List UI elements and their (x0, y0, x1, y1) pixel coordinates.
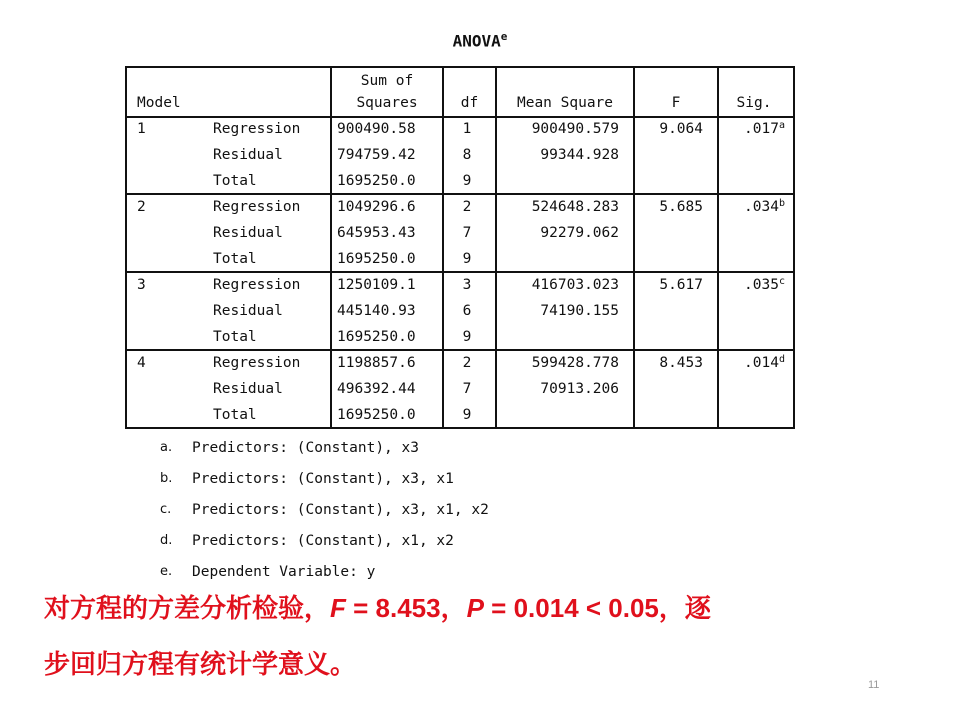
conclusion-line-2: 步回归方程有统计学意义。 (44, 649, 357, 679)
sum-of-squares-cell: 794759.42 (337, 147, 416, 163)
sig-footnote-marker: a (778, 120, 785, 131)
row-label: Total (213, 329, 257, 345)
table-title-text: ANOVA (452, 31, 501, 51)
header-divider (127, 116, 793, 118)
header-sig: Sig. (736, 95, 772, 111)
sig-footnote-marker: c (778, 276, 785, 287)
footnote-text: Predictors: (Constant), x3 (192, 440, 419, 456)
mean-square-cell: 92279.062 (540, 225, 619, 241)
mean-square-cell: 599428.778 (531, 355, 619, 371)
sum-of-squares-cell: 1695250.0 (337, 407, 416, 423)
sig-value: .014 (744, 355, 779, 371)
row-label: Residual (213, 381, 283, 397)
df-cell: 1 (462, 121, 472, 137)
model-divider-2 (127, 271, 793, 273)
df-cell: 9 (462, 251, 472, 267)
df-cell: 6 (462, 303, 472, 319)
p-symbol: P (466, 593, 484, 623)
sum-of-squares-cell: 1695250.0 (337, 173, 416, 189)
footnote-label: e. (160, 564, 173, 579)
df-cell: 2 (462, 355, 472, 371)
footnote-label: d. (160, 533, 173, 548)
sum-of-squares-cell: 900490.58 (337, 121, 416, 137)
sig-cell (719, 276, 785, 294)
anova-table (125, 66, 795, 429)
header-mean-square: Mean Square (516, 95, 614, 111)
df-cell: 2 (462, 199, 472, 215)
sum-of-squares-cell: 445140.93 (337, 303, 416, 319)
f-cell: 5.617 (659, 277, 703, 293)
row-label: Regression (213, 121, 301, 137)
mean-square-cell: 70913.206 (540, 381, 619, 397)
page-number: 11 (868, 679, 880, 691)
row-label: Residual (213, 225, 283, 241)
model-number: 2 (137, 199, 146, 215)
footnote-text: Predictors: (Constant), x3, x1, x2 (192, 502, 489, 518)
f-cell: 5.685 (659, 199, 703, 215)
model-divider-1 (127, 193, 793, 195)
row-label: Total (213, 407, 257, 423)
row-label: Total (213, 173, 257, 189)
mean-square-cell: 74190.155 (540, 303, 619, 319)
header-model: Model (137, 95, 181, 111)
f-cell: 9.064 (659, 121, 703, 137)
sig-cell (719, 120, 785, 138)
mean-square-cell: 900490.579 (531, 121, 619, 137)
df-cell: 8 (462, 147, 472, 163)
row-label: Regression (213, 355, 301, 371)
footnote-label: a. (160, 440, 173, 455)
df-cell: 7 (462, 381, 472, 397)
sum-of-squares-cell: 1695250.0 (337, 329, 416, 345)
table-title (0, 30, 960, 50)
model-divider-3 (127, 349, 793, 351)
df-cell: 7 (462, 225, 472, 241)
row-label: Residual (213, 303, 283, 319)
sum-of-squares-cell: 1250109.1 (337, 277, 416, 293)
df-cell: 9 (462, 329, 472, 345)
model-number: 4 (137, 355, 146, 371)
footnote-label: c. (160, 502, 172, 517)
sig-footnote-marker: d (778, 354, 785, 365)
footnotes (160, 434, 489, 589)
mean-square-cell: 99344.928 (540, 147, 619, 163)
footnote (160, 434, 489, 465)
row-label: Regression (213, 199, 301, 215)
footnote (160, 496, 489, 527)
column-divider-ss (330, 68, 332, 427)
row-label: Total (213, 251, 257, 267)
header-sum-of-squares-line2: Squares (356, 95, 418, 111)
sum-of-squares-cell: 1695250.0 (337, 251, 416, 267)
sig-cell (719, 198, 785, 216)
footnote-label: b. (160, 471, 173, 486)
footnote-text: Predictors: (Constant), x1, x2 (192, 533, 454, 549)
sig-value: .017 (744, 121, 779, 137)
mean-square-cell: 416703.023 (531, 277, 619, 293)
model-number: 3 (137, 277, 146, 293)
sig-value: .034 (744, 199, 779, 215)
table-title-superscript: e (500, 30, 508, 43)
footnote (160, 558, 489, 589)
df-cell: 3 (462, 277, 472, 293)
p-value: = 0.014 < 0.05，逐 (483, 593, 711, 623)
conclusion-line-1 (44, 588, 924, 625)
sig-value: .035 (744, 277, 779, 293)
sig-footnote-marker: b (778, 198, 785, 209)
f-value: = 8.453， (345, 593, 467, 623)
sum-of-squares-cell: 1049296.6 (337, 199, 416, 215)
header-sum-of-squares-line1: Sum of (360, 73, 414, 89)
conclusion-prefix: 对方程的方差分析检验， (44, 593, 331, 623)
df-cell: 9 (462, 407, 472, 423)
footnote (160, 465, 489, 496)
row-label: Regression (213, 277, 301, 293)
sum-of-squares-cell: 1198857.6 (337, 355, 416, 371)
footnote-text: Predictors: (Constant), x3, x1 (192, 471, 454, 487)
header-df: df (460, 95, 479, 111)
footnote (160, 527, 489, 558)
df-cell: 9 (462, 173, 472, 189)
mean-square-cell: 524648.283 (531, 199, 619, 215)
sum-of-squares-cell: 645953.43 (337, 225, 416, 241)
f-symbol: F (330, 593, 346, 623)
f-cell: 8.453 (659, 355, 703, 371)
sig-cell (719, 354, 785, 372)
header-f: F (671, 95, 681, 111)
sum-of-squares-cell: 496392.44 (337, 381, 416, 397)
model-number: 1 (137, 121, 146, 137)
row-label: Residual (213, 147, 283, 163)
footnote-text: Dependent Variable: y (192, 564, 376, 580)
